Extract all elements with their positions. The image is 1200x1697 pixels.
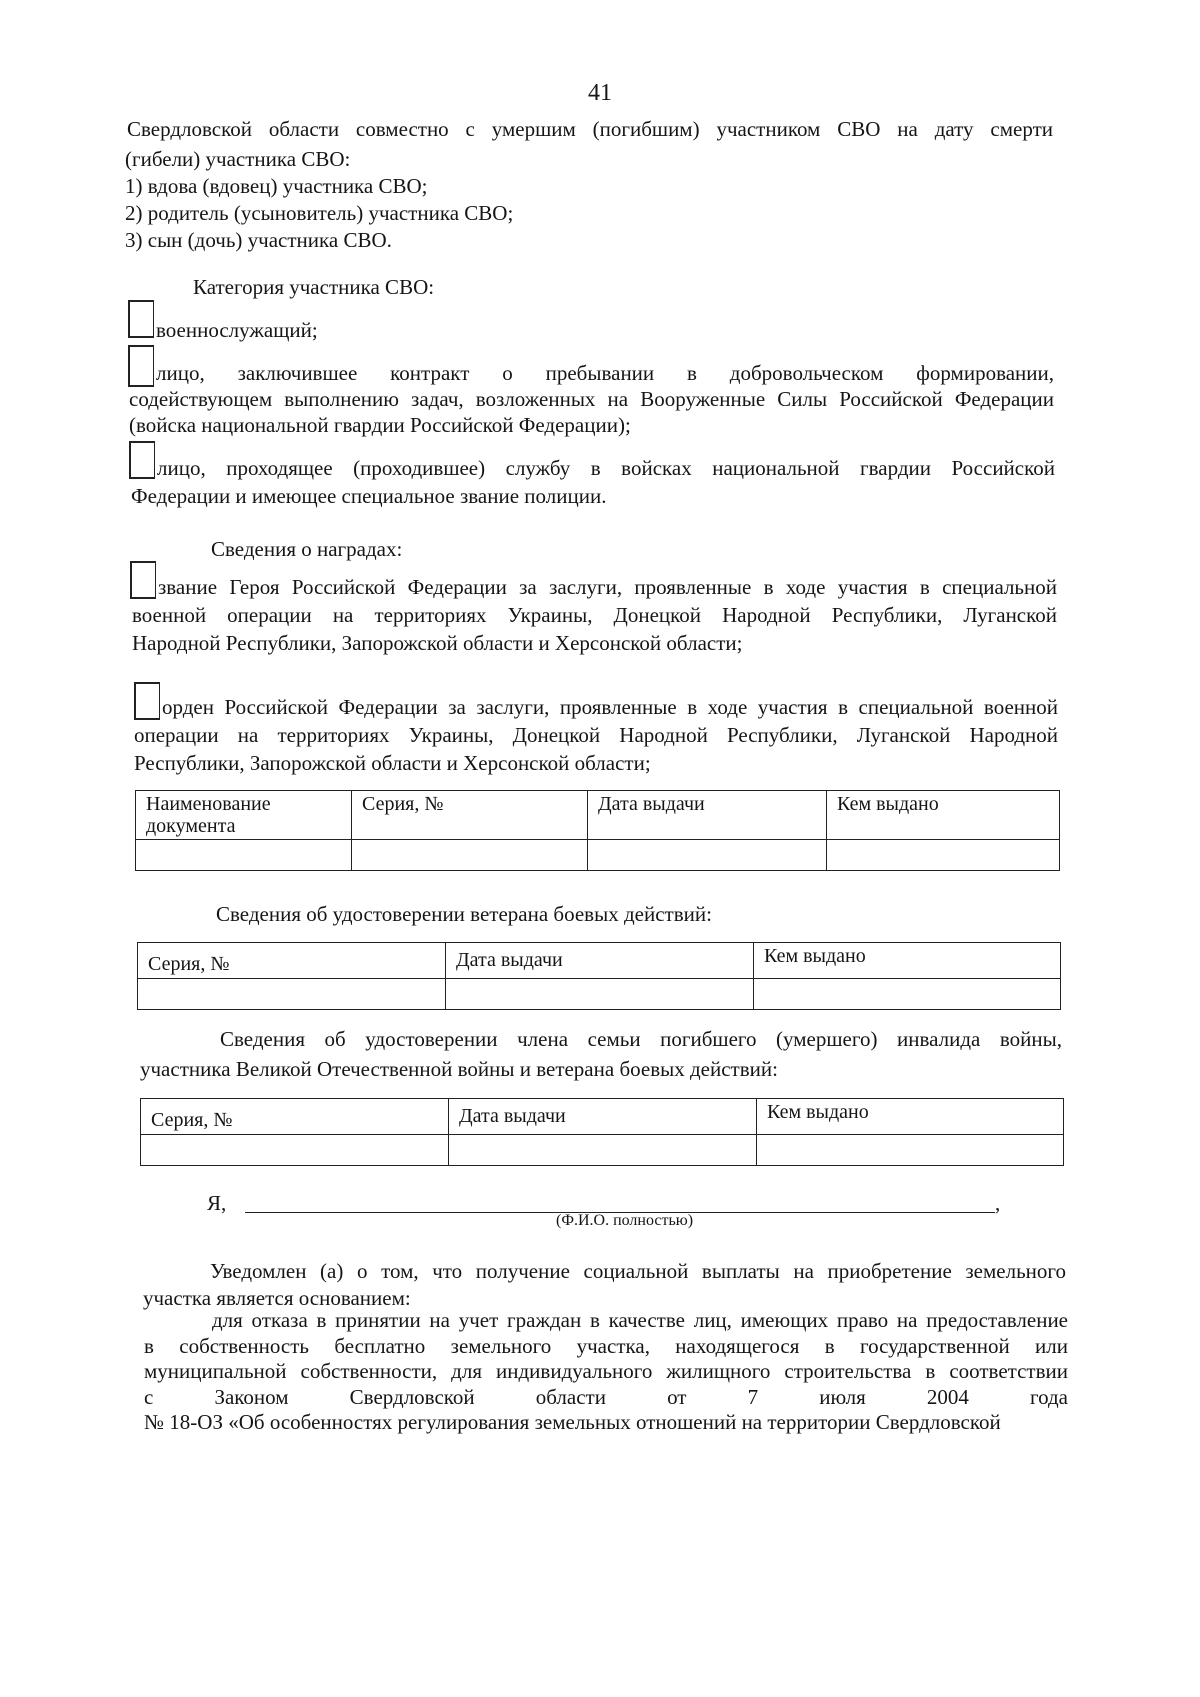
signature-suffix: , — [995, 1191, 1001, 1215]
category-volunteer-line-2: содействующем выполнению задач, возложенных на Вооруженные Силы Российской Федерации — [129, 387, 1054, 411]
family-heading-line-2: участника Великой Отечественной войны и ветерана боевых действий: — [140, 1057, 778, 1081]
intro-item-2: 2) родитель (усыновитель) участника СВО; — [125, 201, 514, 225]
category-military-label: военнослужащий; — [156, 318, 318, 342]
category-guard-line-1: лицо, проходящее (проходившее) службу в войсках национальной гвардии Российской — [157, 456, 1055, 480]
award-order-checkbox[interactable] — [134, 682, 160, 720]
table-header-cell: Кем выдано — [754, 943, 1061, 979]
notice-line-2: участка является основанием: — [143, 1286, 411, 1310]
table-header-cell: Кем выдано — [757, 1099, 1064, 1135]
category-volunteer-line-3: (войска национальной гвардии Российской Федерации); — [129, 413, 631, 437]
family-heading-line-1: Сведения об удостоверении члена семьи погибшего (умершего) инвалида войны, — [220, 1027, 1062, 1051]
intro-line-2: (гибели) участника СВО: — [125, 147, 351, 171]
signature-prefix: Я, — [207, 1191, 227, 1215]
intro-item-1: 1) вдова (вдовец) участника СВО; — [125, 174, 428, 198]
category-volunteer-line-1: лицо, заключившее контракт о пребывании в добровольческом формировании, — [156, 361, 1054, 385]
award-order-line-3: Республики, Запорожской области и Херсонской области; — [134, 751, 651, 775]
table-header-cell: Дата выдачи — [449, 1099, 757, 1135]
table-cell-input[interactable] — [827, 840, 1060, 871]
category-guard-line-2: Федерации и имеющее специальное звание полиции. — [131, 484, 607, 508]
category-volunteer-checkbox[interactable] — [128, 345, 154, 387]
table-cell-input[interactable] — [754, 979, 1061, 1010]
table-header-row — [138, 943, 1061, 979]
table-header-cell: Серия, № — [352, 791, 588, 840]
table-header-row — [136, 791, 1060, 840]
award-hero-line-3: Народной Республики, Запорожской области и Херсонской области; — [132, 631, 743, 655]
intro-line-1: Свердловской области совместно с умершим (погибшим) участником СВО на дату смерти — [127, 117, 1053, 141]
notice-line-6: с Законом Свердловской области от 7 июля 2004 года — [144, 1385, 1068, 1409]
notice-line-7: № 18-ОЗ «Об особенностях регулирования земельных отношений на территории Свердловской — [144, 1410, 1001, 1434]
intro-item-3: 3) сын (дочь) участника СВО. — [125, 228, 392, 252]
award-hero-line-1: звание Героя Российской Федерации за заслуги, проявленные в ходе участия в специальной — [158, 575, 1057, 599]
awards-heading: Сведения о наградах: — [211, 537, 403, 561]
page-number: 41 — [588, 80, 612, 106]
notice-line-4: в собственность бесплатно земельного участка, находящегося в государственной или — [144, 1334, 1068, 1358]
table-cell-input[interactable] — [138, 979, 446, 1010]
award-document-table — [135, 790, 1060, 871]
award-hero-line-2: военной операции на территориях Украины, Донецкой Народной Республики, Луганской — [132, 603, 1057, 627]
table-row — [138, 979, 1061, 1010]
veteran-heading: Сведения об удостоверении ветерана боевых действий: — [216, 902, 712, 926]
table-row — [136, 840, 1060, 871]
table-header-cell: Серия, № — [138, 943, 446, 979]
family-certificate-table — [140, 1098, 1064, 1166]
table-cell-input[interactable] — [446, 979, 754, 1010]
table-header-cell: Кем выдано — [827, 791, 1060, 840]
full-name-caption: (Ф.И.О. полностью) — [556, 1212, 694, 1229]
notice-line-3: для отказа в принятии на учет граждан в качестве лиц, имеющих право на предоставление — [212, 1308, 1068, 1332]
table-cell-input[interactable] — [352, 840, 588, 871]
category-guard-checkbox[interactable] — [129, 441, 155, 479]
veteran-certificate-table — [137, 942, 1061, 1010]
category-heading: Категория участника СВО: — [193, 275, 435, 299]
notice-line-1: Уведомлен (а) о том, что получение социальной выплаты на приобретение земельного — [210, 1259, 1066, 1283]
notice-line-5: муниципальной собственности, для индивидуального жилищного строительства в соответствии — [144, 1359, 1068, 1383]
category-military-checkbox[interactable] — [128, 300, 154, 338]
table-cell-input[interactable] — [588, 840, 827, 871]
table-header-cell: Наименование документа — [136, 791, 352, 840]
table-row — [141, 1135, 1064, 1166]
table-header-cell: Дата выдачи — [446, 943, 754, 979]
table-cell-input[interactable] — [757, 1135, 1064, 1166]
award-hero-checkbox[interactable] — [130, 561, 156, 599]
table-header-cell: Дата выдачи — [588, 791, 827, 840]
table-cell-input[interactable] — [141, 1135, 449, 1166]
table-header-cell: Серия, № — [141, 1099, 449, 1135]
award-order-line-1: орден Российской Федерации за заслуги, проявленные в ходе участия в специальной военной — [162, 695, 1058, 719]
award-order-line-2: операции на территориях Украины, Донецкой Народной Республики, Луганской Народной — [134, 723, 1058, 747]
table-cell-input[interactable] — [449, 1135, 757, 1166]
table-cell-input[interactable] — [136, 840, 352, 871]
table-header-row — [141, 1099, 1064, 1135]
